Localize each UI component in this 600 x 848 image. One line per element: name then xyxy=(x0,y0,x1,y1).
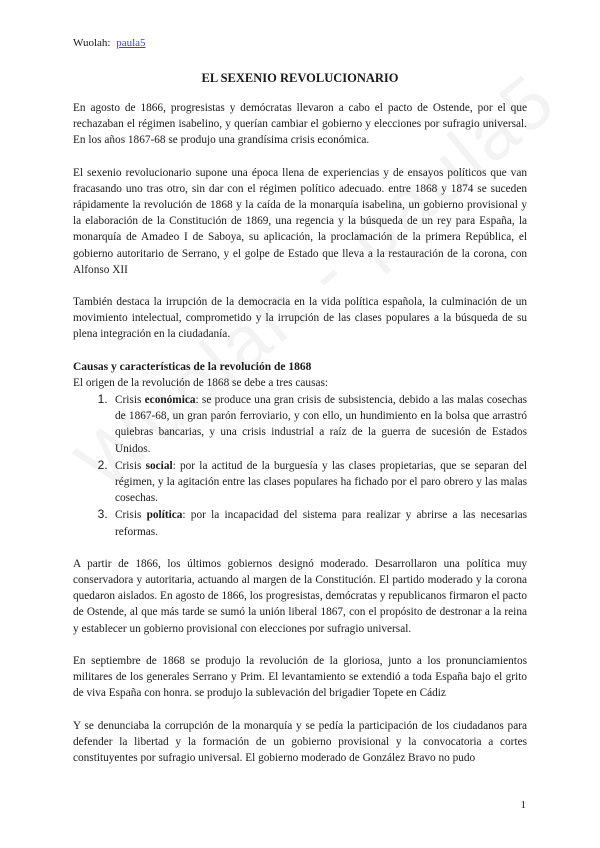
paragraph: En agosto de 1866, progresistas y demócratas llevaron a cabo el pacto de Ostende, por el que rechazaban el régimen isabelino, y querían cambiar el gobierno y elecciones por sufragio universal. En los años 1867-68 se produjo una grandísima crisis económica. xyxy=(73,102,527,147)
document-body xyxy=(73,70,527,782)
list-item xyxy=(111,457,527,507)
cause-prefix: Crisis xyxy=(115,509,142,522)
cause-prefix: Crisis xyxy=(115,394,142,407)
section-lead: El origen de la revolución de 1868 se debe a tres causas: xyxy=(73,376,329,389)
list-item xyxy=(111,506,527,539)
cause-text: : por la actitud de la burguesía y las clases propietarias, que se separan del régimen, y la agitación entre las clases populares ha fichado por el paro obrero y las malas cosechas. xyxy=(115,459,528,505)
paragraph: En septiembre de 1868 se produjo la revolución de la gloriosa, junto a los pronunciamientos militares de los generales Serrano y Prim. El levantamiento se extendió a toda España bajo el grito de viva España con honra. se produjo la sublevación del brigadier Topete en Cádiz xyxy=(73,654,527,700)
cause-text: : por la incapacidad del sistema para realizar y abrirse a las necesarias reformas. xyxy=(115,509,527,538)
causes-list xyxy=(73,391,527,540)
author-link[interactable]: paula5 xyxy=(116,37,146,49)
header-label: Wuolah: xyxy=(73,37,111,49)
section-heading: Causas y características de la revolución de 1868 xyxy=(73,360,312,373)
paragraph: El sexenio revolucionario supone una época llena de experiencias y de ensayos políticos que van fracasando uno tras otro, sin dar con el régimen político adecuado. entre 1868 y 1874 se suceden rápidamente la revolución de 1868 y la caída de la monarquía isabelina, un gobierno provisional y la elaboración de la Constitución de 1869, una regencia y la búsqueda de un rey para España, la monarquía de Amadeo I de Saboya, su aplicación, la proclamación de la primera República, el gobierno autoritario de Serrano, y el golpe de Estado que lleva a la restauración de la corona, con Alfonso XII xyxy=(73,166,527,276)
list-item xyxy=(111,391,527,457)
cause-text: : se produce una gran crisis de subsistencia, debido a las malas cosechas de 1867-68, un gran parón ferroviario, y con ello, un hundimiento en la bolsa que arrastró quiebras bancarias, y una crisis industrial a raíz de la guerra de sucesión de Estados Unidos. xyxy=(115,394,527,455)
cause-prefix: Crisis xyxy=(115,459,142,472)
document-title: EL SEXENIO REVOLUCIONARIO xyxy=(201,71,399,85)
cause-keyword: política xyxy=(146,509,183,522)
cause-keyword: social xyxy=(145,459,173,472)
page-number: 1 xyxy=(520,799,526,811)
paragraph: También destaca la irrupción de la democracia en la vida política española, la culminación de un movimiento intelectual, comprometido y la irrupción de las clases populares a la búsqueda de su plena integración en la ciudadanía. xyxy=(73,296,527,341)
page-header xyxy=(73,36,146,50)
paragraph: Y se denunciaba la corrupción de la monarquía y se pedía la participación de los ciudadanos para defender la libertad y la formación de un gobierno provisional y la convocatoria a cortes constituyentes por sufragio universal. El gobierno moderado de González Bravo no pudo xyxy=(73,719,527,764)
cause-keyword: económica xyxy=(144,394,196,407)
paragraph: A partir de 1866, los últimos gobiernos designó moderado. Desarrollaron una política muy conservadora y autoritaria, actuando al margen de la Constitución. El partido moderado y la corona quedaron aislados. En agosto de 1866, los progresistas, demócratas y republicanos firmaron el pacto de Ostende, al que más tarde se sumó la unión liberal 1867, con el propósito de destronar a la reina y establecer un gobierno provisional con elecciones por sufragio universal. xyxy=(73,557,527,635)
